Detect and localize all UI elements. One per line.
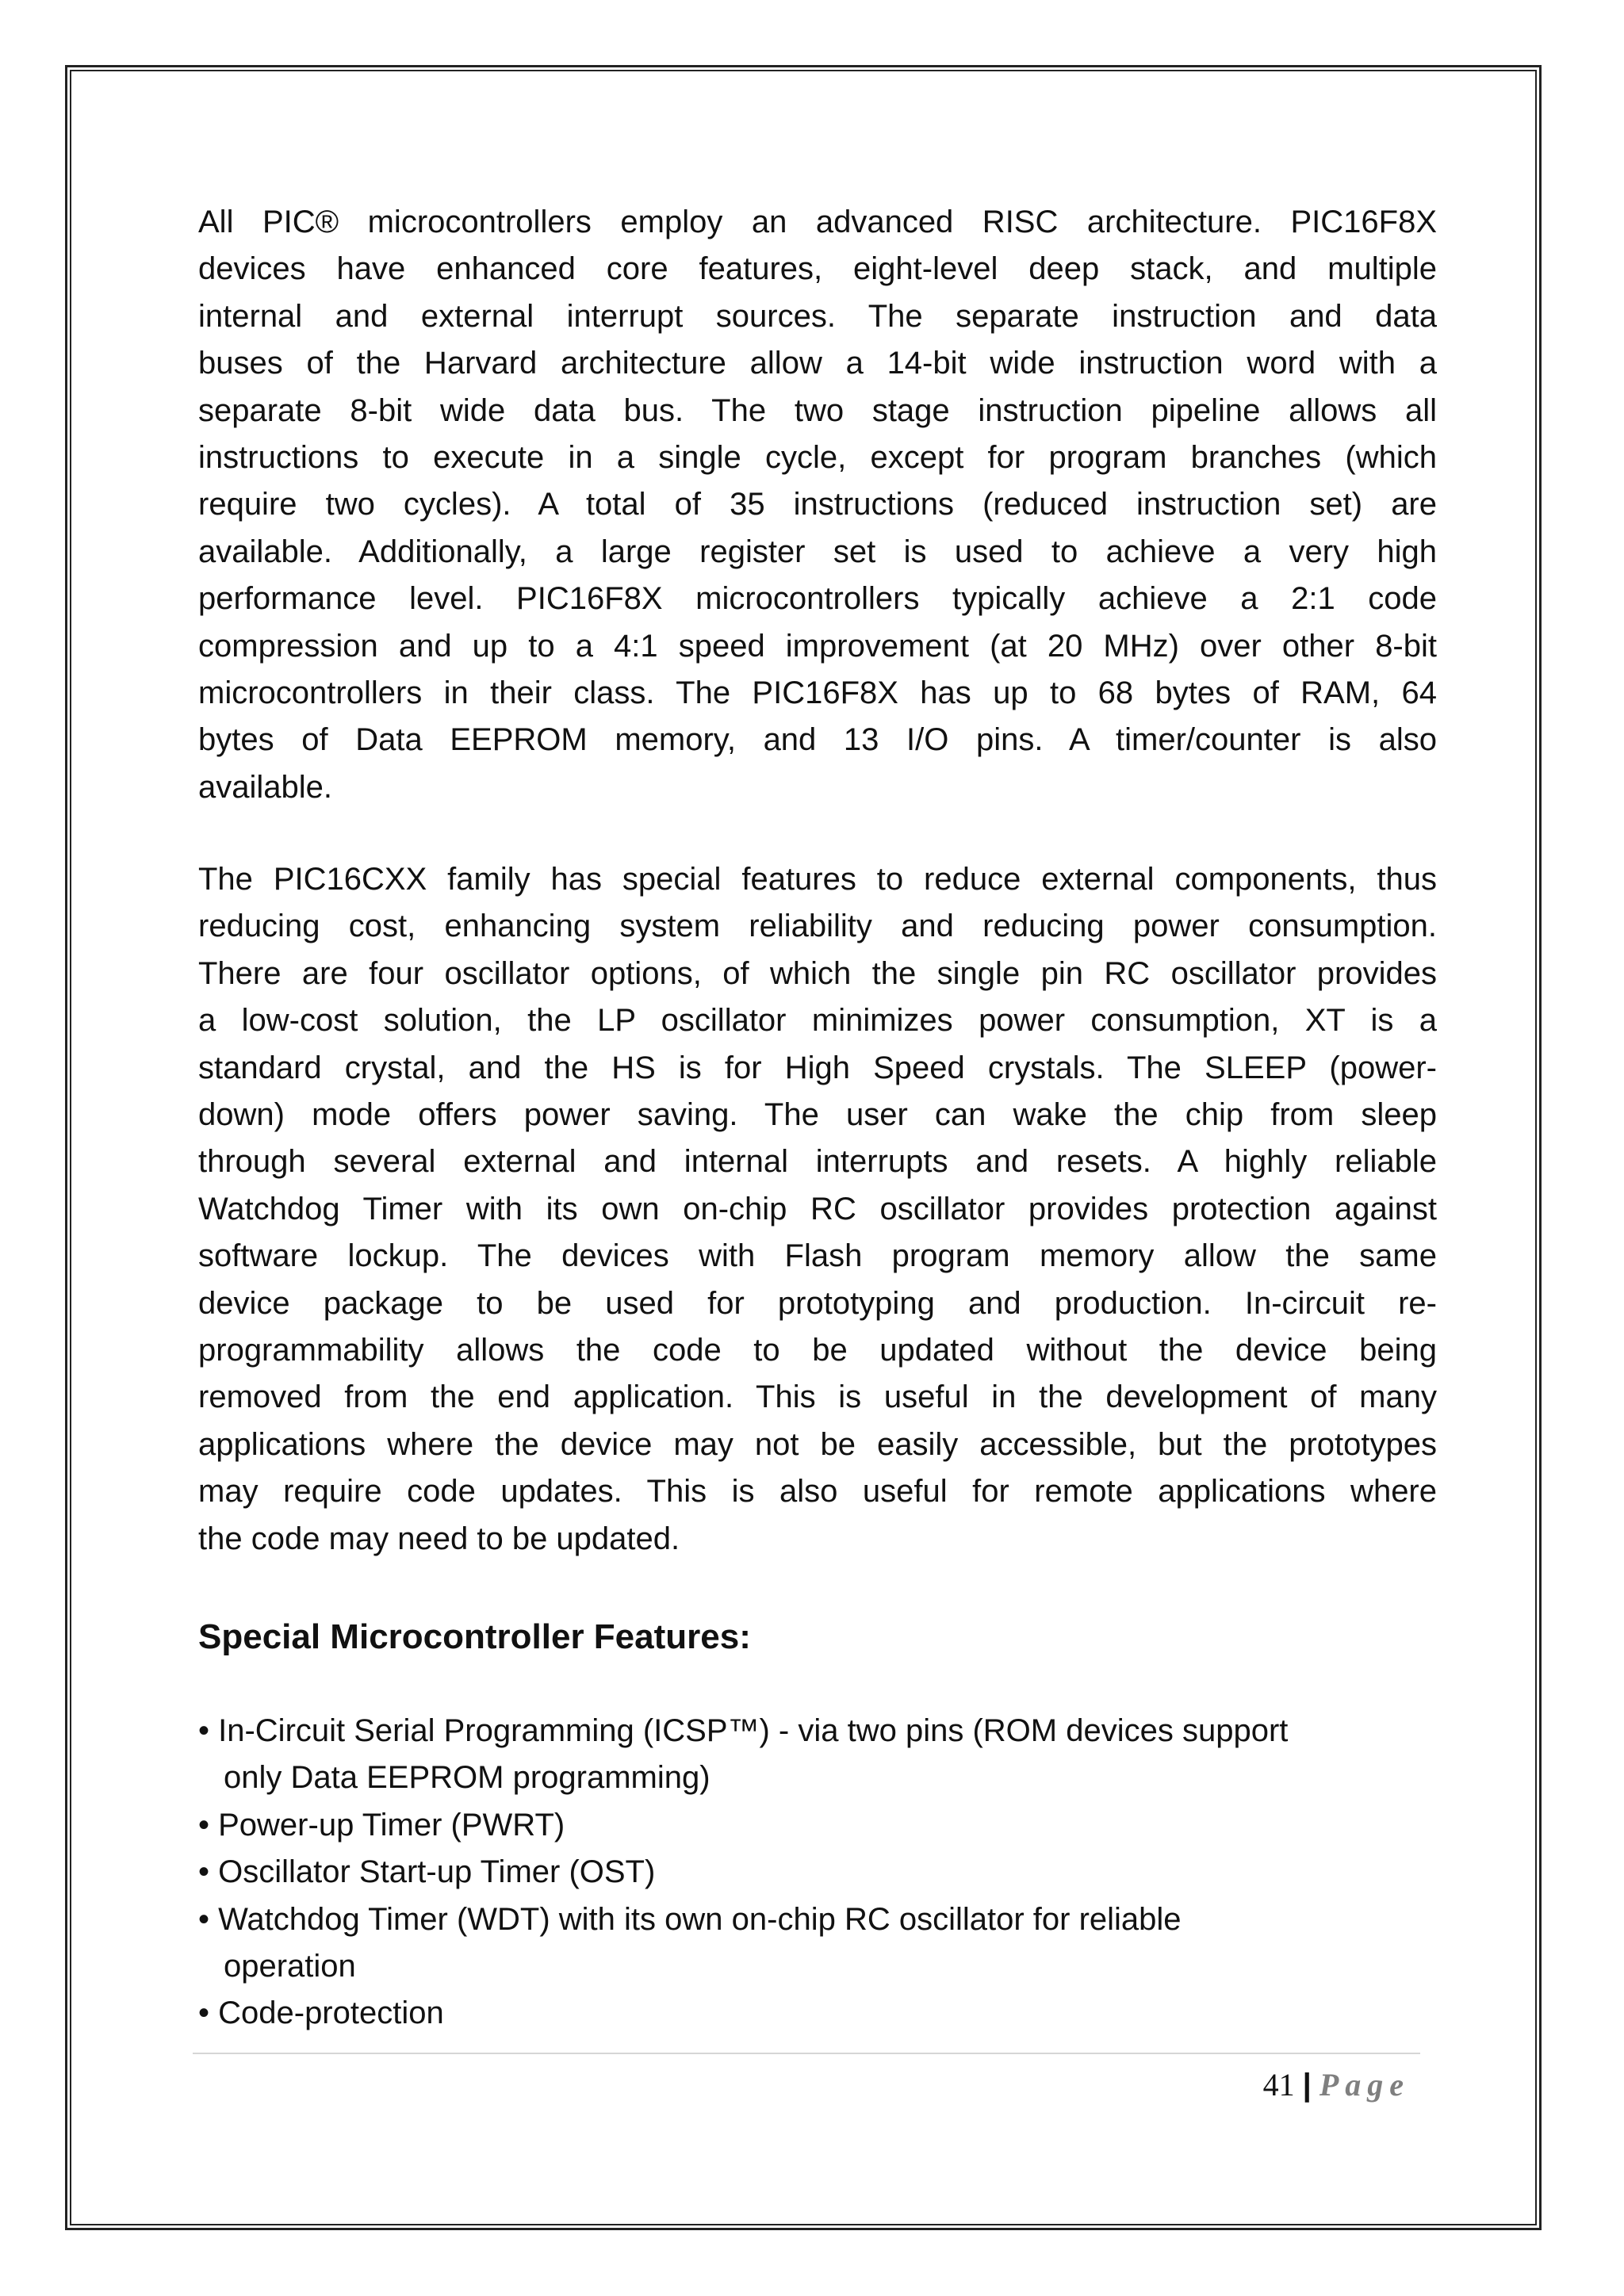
- text-line: There are four oscillator options, of which the single pin RC oscillator provides: [198, 955, 1437, 991]
- text-line: available.: [198, 769, 333, 805]
- text-line: applications where the device may not be easily accessible, but the prototypes: [198, 1426, 1437, 1462]
- text-line: Watchdog Timer with its own on-chip RC oscillator provides protection against: [198, 1191, 1437, 1226]
- text-line: bytes of Data EEPROM memory, and 13 I/O pins. A timer/counter is also: [198, 722, 1437, 758]
- list-item-continuation: operation: [224, 1949, 356, 1984]
- text-line: performance level. PIC16F8X microcontrollers typically achieve a 2:1 code: [198, 581, 1437, 617]
- list-item: • Watchdog Timer (WDT) with its own on-chip RC oscillator for reliable: [198, 1901, 1182, 1937]
- text-line: device package to be used for prototyping and production. In-circuit re-: [198, 1285, 1437, 1321]
- text-line: removed from the end application. This is useful in the development of many: [198, 1380, 1437, 1415]
- feature-list: [198, 1708, 1437, 2038]
- footer-separator: |: [1302, 2068, 1312, 2103]
- text-line: software lockup. The devices with Flash program memory allow the same: [198, 1238, 1437, 1274]
- paragraph-2: [198, 856, 1437, 1563]
- section-heading: Special Microcontroller Features:: [198, 1617, 751, 1656]
- text-line: separate 8-bit wide data bus. The two stage instruction pipeline allows all: [198, 392, 1437, 428]
- page-number: 41: [1262, 2067, 1295, 2103]
- text-line: The PIC16CXX family has special features to reduce external components, thus: [198, 862, 1437, 897]
- list-item: • Code-protection: [198, 1996, 444, 2031]
- text-line: internal and external interrupt sources. The separate instruction and data: [198, 298, 1437, 334]
- text-line: buses of the Harvard architecture allow a 14-bit wide instruction word with a: [198, 346, 1437, 381]
- list-item: • Oscillator Start-up Timer (OST): [198, 1854, 656, 1890]
- text-line: reducing cost, enhancing system reliability and reducing power consumption.: [198, 909, 1437, 944]
- text-line: available. Additionally, a large register set is used to achieve a very high: [198, 534, 1437, 569]
- text-line: may require code updates. This is also useful for remote applications where: [198, 1474, 1437, 1510]
- text-line: require two cycles). A total of 35 instructions (reduced instruction set) are: [198, 487, 1437, 522]
- text-line: All PIC® microcontrollers employ an advanced RISC architecture. PIC16F8X: [198, 205, 1437, 239]
- list-item-continuation: only Data EEPROM programming): [224, 1760, 710, 1796]
- text-line: standard crystal, and the HS is for High Speed crystals. The SLEEP (power-: [198, 1050, 1437, 1085]
- text-line: down) mode offers power saving. The user can wake the chip from sleep: [198, 1097, 1437, 1133]
- footer-divider: [193, 2053, 1420, 2054]
- list-item: • In-Circuit Serial Programming (ICSP™) - via two pins (ROM devices support: [198, 1713, 1289, 1748]
- page-label: Page: [1319, 2067, 1410, 2103]
- text-line: devices have enhanced core features, eight-level deep stack, and multiple: [198, 251, 1437, 287]
- paragraph-1: [198, 199, 1437, 811]
- list-item: • Power-up Timer (PWRT): [198, 1807, 565, 1843]
- text-line: the code may need to be updated.: [198, 1521, 680, 1556]
- text-line: instructions to execute in a single cycle, except for program branches (which: [198, 440, 1437, 476]
- text-line: programmability allows the code to be updated without the device being: [198, 1333, 1437, 1368]
- text-line: a low-cost solution, the LP oscillator minimizes power consumption, XT is a: [198, 1003, 1437, 1039]
- text-line: microcontrollers in their class. The PIC16F8X has up to 68 bytes of RAM, 64: [198, 675, 1437, 711]
- page-footer: [1263, 2061, 1410, 2109]
- text-line: compression and up to a 4:1 speed improvement (at 20 MHz) over other 8-bit: [198, 628, 1437, 664]
- text-line: through several external and internal interrupts and resets. A highly reliable: [198, 1144, 1437, 1180]
